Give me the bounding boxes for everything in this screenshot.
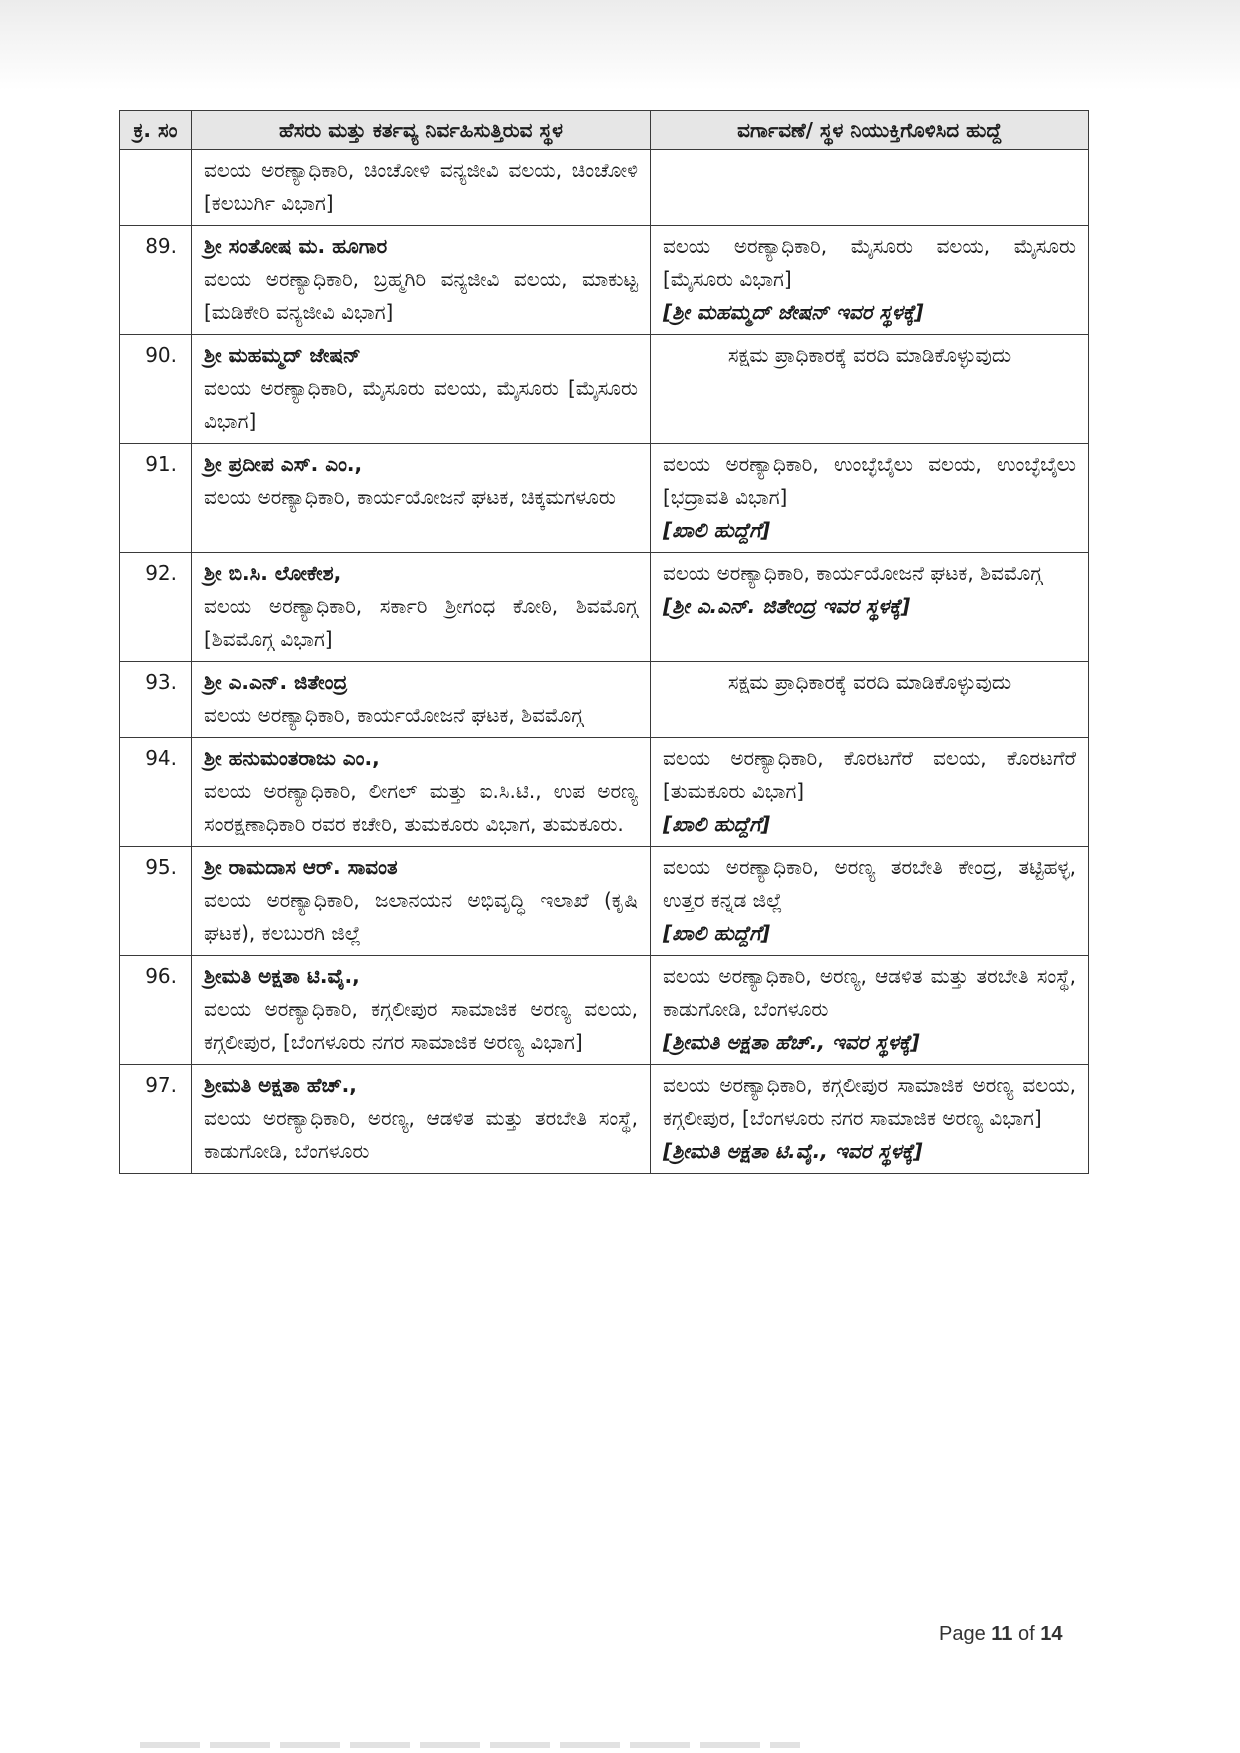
current-post: ವಲಯ ಅರಣ್ಯಾಧಿಕಾರಿ, ಚಿಂಚೋಳಿ ವನ್ಯಜೀವಿ ವಲಯ, ಚಿಂಚೋಳಿ [ಕಲಬುರ್ಗಿ ವಿಭಾಗ] [204, 158, 638, 215]
posting-note: [ಶ್ರೀ ಮಹಮ್ಮದ್ ಜೇಷನ್ ಇವರ ಸ್ಥಳಕ್ಕೆ] [663, 300, 924, 324]
serial-number-cell: 95. [120, 847, 192, 956]
header-new-posting: ವರ್ಗಾವಣೆ/ ಸ್ಥಳ ನಿಯುಕ್ತಿಗೊಳಿಸಿದ ಹುದ್ದೆ [651, 111, 1089, 150]
officer-name: ಶ್ರೀಮತಿ ಅಕ್ಷತಾ ಹೆಚ್., [204, 1073, 357, 1097]
posting-cell [651, 738, 1089, 847]
name-cell [192, 150, 651, 226]
table-row [120, 1065, 1089, 1174]
posting-note: [ಶ್ರೀಮತಿ ಅಕ್ಷತಾ ಹೆಚ್., ಇವರ ಸ್ಥಳಕ್ಕೆ] [663, 1030, 920, 1054]
table-row [120, 226, 1089, 335]
name-cell [192, 662, 651, 738]
current-post: ವಲಯ ಅರಣ್ಯಾಧಿಕಾರಿ, ಅರಣ್ಯ, ಆಡಳಿತ ಮತ್ತು ತರಬೇತಿ ಸಂಸ್ಥೆ, ಕಾಡುಗೋಡಿ, ಬೆಂಗಳೂರು [204, 1106, 638, 1163]
serial-number-cell: 92. [120, 553, 192, 662]
table-row [120, 553, 1089, 662]
name-cell [192, 847, 651, 956]
officer-name: ಶ್ರೀ ಎ.ಎನ್. ಜಿತೇಂದ್ರ [204, 670, 348, 694]
current-post: ವಲಯ ಅರಣ್ಯಾಧಿಕಾರಿ, ಮೈಸೂರು ವಲಯ, ಮೈಸೂರು [ಮೈಸೂರು ವಿಭಾಗ] [204, 376, 638, 433]
current-post: ವಲಯ ಅರಣ್ಯಾಧಿಕಾರಿ, ಸರ್ಕಾರಿ ಶ್ರೀಗಂಧ ಕೋಠಿ, ಶಿವಮೊಗ್ಗ [ಶಿವಮೊಗ್ಗ ವಿಭಾಗ] [204, 594, 638, 651]
name-cell [192, 738, 651, 847]
header-serial-number: ಕ್ರ. ಸಂ [120, 111, 192, 150]
posting-cell [651, 662, 1089, 738]
new-posting: ವಲಯ ಅರಣ್ಯಾಧಿಕಾರಿ, ಅರಣ್ಯ ತರಬೇತಿ ಕೇಂದ್ರ, ತಟ್ಟಿಹಳ್ಳ, ಉತ್ತರ ಕನ್ನಡ ಜಿಲ್ಲೆ [663, 855, 1076, 912]
name-cell [192, 956, 651, 1065]
table-row [120, 662, 1089, 738]
posting-cell [651, 847, 1089, 956]
posting-note: [ಖಾಲಿ ಹುದ್ದೆಗೆ] [663, 921, 770, 945]
name-cell [192, 335, 651, 444]
name-cell [192, 226, 651, 335]
table-row [120, 335, 1089, 444]
officer-name: ಶ್ರೀ ರಾಮದಾಸ ಆರ್. ಸಾವಂತ [204, 855, 398, 879]
page-of-label: of [1018, 1623, 1035, 1645]
new-posting: ಸಕ್ಷಮ ಪ್ರಾಧಿಕಾರಕ್ಕೆ ವರದಿ ಮಾಡಿಕೊಳ್ಳುವುದು [727, 670, 1012, 694]
new-posting: ವಲಯ ಅರಣ್ಯಾಧಿಕಾರಿ, ಉಂಬ್ಳೆಬೈಲು ವಲಯ, ಉಂಬ್ಳೆಬೈಲು [ಭದ್ರಾವತಿ ವಿಭಾಗ] [663, 452, 1076, 509]
officer-name: ಶ್ರೀ ಸಂತೋಷ ಮ. ಹೂಗಾರ [204, 234, 388, 258]
name-cell [192, 444, 651, 553]
page-total: 14 [1040, 1623, 1063, 1645]
name-cell [192, 553, 651, 662]
new-posting: ವಲಯ ಅರಣ್ಯಾಧಿಕಾರಿ, ಕೊರಟಗೆರೆ ವಲಯ, ಕೊರಟಗೆರೆ [ತುಮಕೂರು ವಿಭಾಗ] [663, 746, 1076, 803]
new-posting: ಸಕ್ಷಮ ಪ್ರಾಧಿಕಾರಕ್ಕೆ ವರದಿ ಮಾಡಿಕೊಳ್ಳುವುದು [727, 343, 1012, 367]
posting-cell [651, 226, 1089, 335]
page-number: 11 [991, 1623, 1013, 1645]
current-post: ವಲಯ ಅರಣ್ಯಾಧಿಕಾರಿ, ಕಾರ್ಯಯೋಜನೆ ಘಟಕ, ಶಿವಮೊಗ್ಗ [204, 703, 584, 727]
current-post: ವಲಯ ಅರಣ್ಯಾಧಿಕಾರಿ, ಕಗ್ಗಲೀಪುರ ಸಾಮಾಜಿಕ ಅರಣ್ಯ ವಲಯ, ಕಗ್ಗಲೀಪುರ, [ಬೆಂಗಳೂರು ನಗರ ಸಾಮಾಜಿಕ ಅರಣ್ಯ ವಿಭಾಗ] [204, 997, 638, 1054]
officer-name: ಶ್ರೀ ಮಹಮ್ಮದ್ ಜೇಷನ್ [204, 343, 361, 367]
posting-note: [ಶ್ರೀಮತಿ ಅಕ್ಷತಾ ಟಿ.ವೈ., ಇವರ ಸ್ಥಳಕ್ಕೆ] [663, 1139, 923, 1163]
table-row [120, 150, 1089, 226]
current-post: ವಲಯ ಅರಣ್ಯಾಧಿಕಾರಿ, ಜಲಾನಯನ ಅಭಿವೃದ್ಧಿ ಇಲಾಖೆ (ಕೃಷಿ ಘಟಕ), ಕಲಬುರಗಿ ಜಿಲ್ಲೆ [204, 888, 638, 945]
serial-number-cell: 97. [120, 1065, 192, 1174]
posting-cell [651, 150, 1089, 226]
posting-note: [ಶ್ರೀ ಎ.ಎನ್. ಜಿತೇಂದ್ರ ಇವರ ಸ್ಥಳಕ್ಕೆ] [663, 594, 911, 618]
posting-cell [651, 956, 1089, 1065]
posting-cell [651, 444, 1089, 553]
scan-shading [0, 0, 1240, 90]
serial-number-cell: 90. [120, 335, 192, 444]
officer-name: ಶ್ರೀ ಪ್ರದೀಪ ಎಸ್. ಎಂ., [204, 452, 363, 476]
officer-name: ಶ್ರೀ ಹನುಮಂತರಾಜು ಎಂ., [204, 746, 380, 770]
header-name-current-post: ಹೆಸರು ಮತ್ತು ಕರ್ತವ್ಯ ನಿರ್ವಹಿಸುತ್ತಿರುವ ಸ್ಥಳ [192, 111, 651, 150]
officer-name: ಶ್ರೀ ಬಿ.ಸಿ. ಲೋಕೇಶ, [204, 561, 342, 585]
name-cell [192, 1065, 651, 1174]
table-row [120, 738, 1089, 847]
serial-number-cell: 93. [120, 662, 192, 738]
posting-note: [ಖಾಲಿ ಹುದ್ದೆಗೆ] [663, 518, 770, 542]
serial-number-cell: 89. [120, 226, 192, 335]
current-post: ವಲಯ ಅರಣ್ಯಾಧಿಕಾರಿ, ಕಾರ್ಯಯೋಜನೆ ಘಟಕ, ಚಿಕ್ಕಮಗಳೂರು [204, 485, 616, 509]
scan-bleed-through [140, 1742, 800, 1748]
new-posting: ವಲಯ ಅರಣ್ಯಾಧಿಕಾರಿ, ಅರಣ್ಯ, ಆಡಳಿತ ಮತ್ತು ತರಬೇತಿ ಸಂಸ್ಥೆ, ಕಾಡುಗೋಡಿ, ಬೆಂಗಳೂರು [663, 964, 1076, 1021]
table-body [120, 150, 1089, 1174]
serial-number-cell [120, 150, 192, 226]
serial-number-cell: 91. [120, 444, 192, 553]
table-header-row [120, 111, 1089, 150]
transfer-table [119, 110, 1089, 1174]
page-footer [939, 1623, 1063, 1646]
page-label: Page [939, 1623, 986, 1645]
officer-name: ಶ್ರೀಮತಿ ಅಕ್ಷತಾ ಟಿ.ವೈ., [204, 964, 360, 988]
table-row [120, 847, 1089, 956]
serial-number-cell: 96. [120, 956, 192, 1065]
new-posting: ವಲಯ ಅರಣ್ಯಾಧಿಕಾರಿ, ಮೈಸೂರು ವಲಯ, ಮೈಸೂರು [ಮೈಸೂರು ವಿಭಾಗ] [663, 234, 1076, 291]
posting-cell [651, 1065, 1089, 1174]
table-row [120, 956, 1089, 1065]
posting-cell [651, 553, 1089, 662]
table-row [120, 444, 1089, 553]
current-post: ವಲಯ ಅರಣ್ಯಾಧಿಕಾರಿ, ಬ್ರಹ್ಮಗಿರಿ ವನ್ಯಜೀವಿ ವಲಯ, ಮಾಕುಟ್ಟ [ಮಡಿಕೇರಿ ವನ್ಯಜೀವಿ ವಿಭಾಗ] [204, 267, 638, 324]
new-posting: ವಲಯ ಅರಣ್ಯಾಧಿಕಾರಿ, ಕಾರ್ಯಯೋಜನೆ ಘಟಕ, ಶಿವಮೊಗ್ಗ [663, 561, 1043, 585]
posting-cell [651, 335, 1089, 444]
new-posting: ವಲಯ ಅರಣ್ಯಾಧಿಕಾರಿ, ಕಗ್ಗಲೀಪುರ ಸಾಮಾಜಿಕ ಅರಣ್ಯ ವಲಯ, ಕಗ್ಗಲೀಪುರ, [ಬೆಂಗಳೂರು ನಗರ ಸಾಮಾಜಿಕ ಅರಣ್ಯ ವಿಭಾಗ] [663, 1073, 1076, 1130]
current-post: ವಲಯ ಅರಣ್ಯಾಧಿಕಾರಿ, ಲೀಗಲ್ ಮತ್ತು ಐ.ಸಿ.ಟಿ., ಉಪ ಅರಣ್ಯ ಸಂರಕ್ಷಣಾಧಿಕಾರಿ ರವರ ಕಚೇರಿ, ತುಮಕೂರು ವಿಭಾಗ, ತುಮಕೂರು. [204, 779, 638, 836]
posting-note: [ಖಾಲಿ ಹುದ್ದೆಗೆ] [663, 812, 770, 836]
serial-number-cell: 94. [120, 738, 192, 847]
